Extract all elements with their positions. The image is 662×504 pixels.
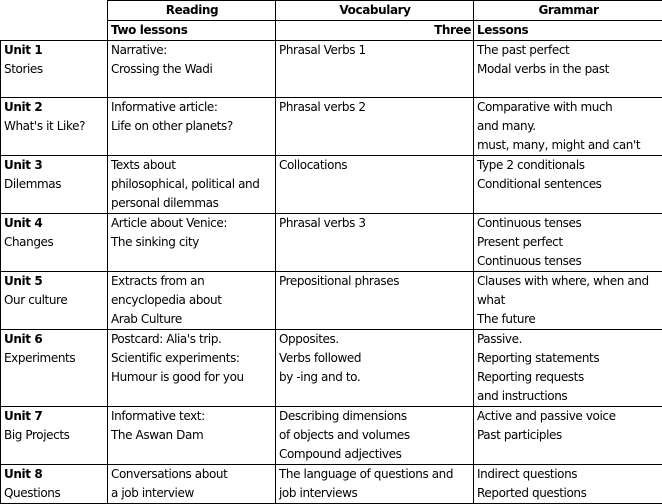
vocabulary-cell: [276, 407, 474, 465]
grammar-cell: [474, 330, 662, 407]
reading-cell: [108, 156, 276, 214]
unit-row: [1, 465, 662, 504]
reading-cell: [108, 465, 276, 504]
grammar-cell: [474, 98, 662, 156]
reading-line: Extracts from an: [111, 272, 273, 291]
grammar-line: Type 2 conditionals: [477, 156, 660, 175]
reading-line: Texts about: [111, 156, 273, 175]
reading-cell: [108, 330, 276, 407]
unit-number: Unit 8: [4, 465, 105, 484]
vocabulary-cell: [276, 465, 474, 504]
reading-cell: [108, 407, 276, 465]
unit-cell: [1, 272, 108, 330]
grammar-line: Past participles: [477, 426, 660, 445]
vocabulary-line: Phrasal verbs 2: [279, 98, 471, 117]
unit-cell: [1, 98, 108, 156]
grammar-line: The past perfect: [477, 41, 660, 60]
grammar-line: Continuous tenses: [477, 214, 660, 233]
unit-topic: Stories: [4, 60, 105, 79]
empty-lessons-cell: [1, 21, 108, 41]
vocabulary-line: Describing dimensions: [279, 407, 471, 426]
reading-line: Arab Culture: [111, 310, 273, 329]
unit-row: [1, 272, 662, 330]
unit-topic: Experiments: [4, 349, 105, 368]
unit-cell: [1, 156, 108, 214]
vocabulary-cell: [276, 272, 474, 330]
reading-header: Reading: [108, 1, 276, 21]
grammar-line: Reported questions: [477, 484, 660, 503]
header-row: [1, 1, 662, 21]
grammar-cell: [474, 156, 662, 214]
unit-number: Unit 4: [4, 214, 105, 233]
grammar-line: Continuous tenses: [477, 252, 660, 271]
vocabulary-line: Phrasal Verbs 1: [279, 41, 471, 60]
reading-line: Conversations about: [111, 465, 273, 484]
reading-cell: [108, 214, 276, 272]
grammar-line: and many.: [477, 117, 660, 136]
unit-row: [1, 98, 662, 156]
grammar-line: Reporting requests: [477, 368, 660, 387]
grammar-line: must, many, might and can't: [477, 136, 660, 155]
unit-row: [1, 156, 662, 214]
grammar-cell: [474, 272, 662, 330]
reading-line: Scientific experiments:: [111, 349, 273, 368]
reading-line: The Aswan Dam: [111, 426, 273, 445]
reading-line: personal dilemmas: [111, 194, 273, 213]
empty-corner-cell: [1, 1, 108, 21]
unit-cell: [1, 465, 108, 504]
grammar-line: what: [477, 291, 660, 310]
grammar-header: Grammar: [474, 1, 662, 21]
grammar-cell: [474, 465, 662, 504]
unit-row: [1, 41, 662, 98]
reading-line: Informative text:: [111, 407, 273, 426]
vocabulary-cell: [276, 330, 474, 407]
vocabulary-line: Collocations: [279, 156, 471, 175]
vocabulary-line: Prepositional phrases: [279, 272, 471, 291]
vocabulary-line: The language of questions and: [279, 465, 471, 484]
reading-cell: [108, 41, 276, 98]
unit-cell: [1, 41, 108, 98]
unit-row: [1, 330, 662, 407]
unit-cell: [1, 330, 108, 407]
reading-line: philosophical, political and: [111, 175, 273, 194]
unit-topic: Big Projects: [4, 426, 105, 445]
grammar-cell: [474, 407, 662, 465]
reading-cell: [108, 98, 276, 156]
unit-cell: [1, 407, 108, 465]
reading-line: Humour is good for you: [111, 368, 273, 387]
unit-cell: [1, 214, 108, 272]
three-label: Three: [276, 21, 474, 41]
unit-number: Unit 5: [4, 272, 105, 291]
unit-topic: Our culture: [4, 291, 105, 310]
unit-topic: What's it Like?: [4, 117, 105, 136]
grammar-line: Clauses with where, when and: [477, 272, 660, 291]
unit-number: Unit 2: [4, 98, 105, 117]
vocabulary-cell: [276, 156, 474, 214]
reading-line: encyclopedia about: [111, 291, 273, 310]
reading-line: Narrative:: [111, 41, 273, 60]
unit-topic: Questions: [4, 484, 105, 503]
unit-topic: Changes: [4, 233, 105, 252]
grammar-cell: [474, 41, 662, 98]
vocabulary-header: Vocabulary: [276, 1, 474, 21]
vocabulary-line: Opposites.: [279, 330, 471, 349]
vocabulary-line: job interviews: [279, 484, 471, 503]
grammar-cell: [474, 214, 662, 272]
grammar-line: Indirect questions: [477, 465, 660, 484]
vocabulary-cell: [276, 98, 474, 156]
vocabulary-line: Verbs followed: [279, 349, 471, 368]
vocabulary-cell: [276, 41, 474, 98]
reading-line: The sinking city: [111, 233, 273, 252]
reading-line: Article about Venice:: [111, 214, 273, 233]
unit-number: Unit 3: [4, 156, 105, 175]
vocabulary-line: of objects and volumes: [279, 426, 471, 445]
grammar-line: Passive.: [477, 330, 660, 349]
grammar-line: Active and passive voice: [477, 407, 660, 426]
reading-cell: [108, 272, 276, 330]
unit-number: Unit 1: [4, 41, 105, 60]
grammar-line: Present perfect: [477, 233, 660, 252]
unit-topic: Dilemmas: [4, 175, 105, 194]
reading-line: Informative article:: [111, 98, 273, 117]
grammar-line: Modal verbs in the past: [477, 60, 660, 79]
reading-line: a job interview: [111, 484, 273, 503]
grammar-line: Conditional sentences: [477, 175, 660, 194]
grammar-line: Comparative with much: [477, 98, 660, 117]
reading-line: Life on other planets?: [111, 117, 273, 136]
lessons-row: [1, 21, 662, 41]
grammar-line: The future: [477, 310, 660, 329]
vocabulary-cell: [276, 214, 474, 272]
unit-row: [1, 407, 662, 465]
grammar-line: Reporting statements: [477, 349, 660, 368]
two-lessons-label: Two lessons: [108, 21, 276, 41]
unit-number: Unit 7: [4, 407, 105, 426]
grammar-line: and instructions: [477, 387, 660, 406]
vocabulary-line: by -ing and to.: [279, 368, 471, 387]
vocabulary-line: Phrasal verbs 3: [279, 214, 471, 233]
reading-line: Postcard: Alia's trip.: [111, 330, 273, 349]
unit-number: Unit 6: [4, 330, 105, 349]
unit-row: [1, 214, 662, 272]
reading-line: Crossing the Wadi: [111, 60, 273, 79]
vocabulary-line: Compound adjectives: [279, 445, 471, 464]
lessons-label: Lessons: [474, 21, 662, 41]
